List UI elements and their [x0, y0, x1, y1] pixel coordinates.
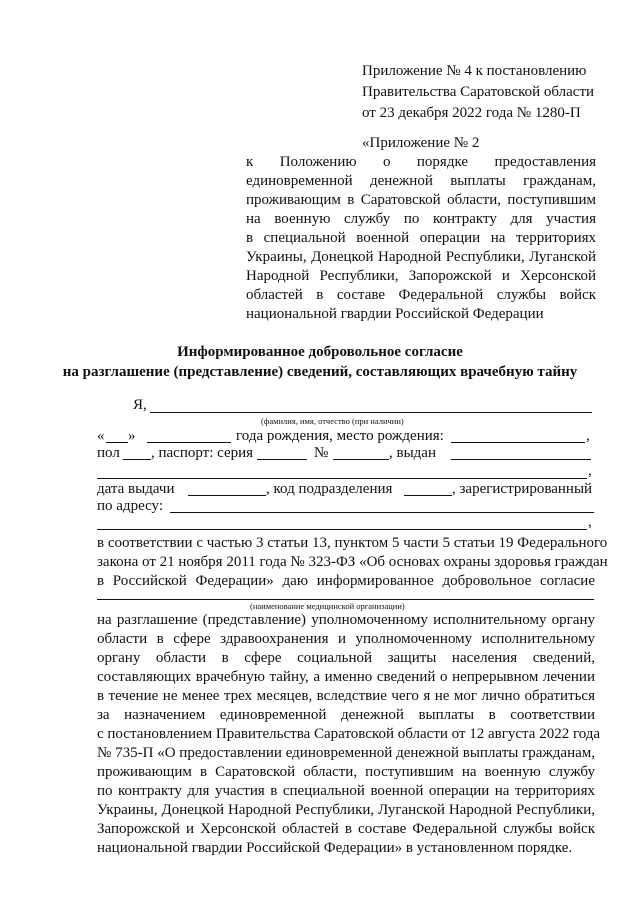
appendix-line-8: областей в составе Федеральной службы войск — [246, 287, 596, 303]
ya-label: Я, — [133, 397, 147, 413]
passport-number-label: № — [314, 445, 329, 461]
para1-line-1: в соответствии с частью 3 статьи 13, пунктом 5 части 5 статьи 19 Федерального — [97, 535, 608, 551]
division-code-label: , код подразделения — [266, 481, 393, 497]
consent-title: Информированное добровольное согласие — [177, 344, 463, 360]
para2-last-line: национальной гвардии Российской Федерации» в установленном порядке. — [97, 840, 573, 856]
comma-2: , — [588, 463, 592, 479]
appendix-title: «Приложение № 2 — [362, 135, 480, 151]
para2-line-1: на разглашение (представление) уполномоченному исполнительному органу — [97, 612, 595, 628]
birth-place-field[interactable] — [451, 442, 585, 443]
address-field-continued[interactable] — [97, 529, 587, 530]
quote-close: » — [128, 428, 136, 444]
para2-line-8: № 735-П «О предоставлении единовременной денежной выплаты гражданам, — [97, 745, 595, 761]
issue-date-field[interactable] — [188, 495, 266, 496]
appendix-line-1: к Положению о порядке предоставления — [246, 154, 596, 170]
header-line-3: от 23 декабря 2022 года № 1280-П — [362, 105, 581, 121]
header-line-1: Приложение № 4 к постановлению — [362, 63, 587, 79]
sex-label: пол — [97, 445, 120, 461]
para2-line-4: составляющих врачебную тайну, а именно сведений о непрерывном лечении — [97, 669, 595, 685]
header-line-2: Правительства Саратовской области — [362, 84, 595, 100]
para1-line-2: закона от 21 ноября 2011 года № 323-ФЗ «Об основах охраны здоровья граждан — [97, 554, 608, 570]
fio-caption: (фамилия, имя, отчество (при наличии) — [261, 416, 404, 426]
issued-by-field-continued[interactable] — [97, 478, 587, 479]
comma-3: , — [588, 514, 592, 530]
quote-open: « — [97, 428, 105, 444]
appendix-line-5: в специальной военной операции на территориях — [246, 230, 596, 246]
address-field[interactable] — [170, 512, 594, 513]
para2-line-10: по контракту для участия в специальной военной операции на территориях — [97, 783, 595, 799]
medical-org-caption: (наименование медицинской организации) — [250, 601, 405, 611]
division-code-field[interactable] — [404, 495, 452, 496]
birth-date-field[interactable] — [147, 442, 231, 443]
para1-line-3: в Российской Федерации» даю информированное добровольное согласие — [97, 573, 595, 589]
medical-org-field[interactable] — [97, 599, 594, 600]
comma-1: , — [586, 428, 590, 444]
consent-subtitle: на разглашение (представление) сведений, составляющих врачебную тайну — [62, 364, 578, 380]
sex-field[interactable] — [123, 459, 151, 460]
para2-line-7: с постановлением Правительства Саратовской области от 12 августа 2022 года — [97, 726, 601, 742]
para2-line-12: Запорожской и Херсонской областей в составе Федеральной службы войск — [97, 821, 595, 837]
issued-by-label: , выдан — [389, 445, 436, 461]
issue-date-label: дата выдачи — [97, 481, 175, 497]
appendix-line-6: Украины, Донецкой Народной Республики, Луганской — [246, 249, 596, 265]
para2-line-11: Украины, Донецкой Народной Республики, Луганской Народной Республики, — [97, 802, 595, 818]
appendix-line-2: единовременной денежной выплаты гражданам, — [246, 173, 596, 189]
para2-line-9: проживающим в Саратовской области, поступившим на военную службу — [97, 764, 595, 780]
para2-line-2: области в сфере здравоохранения и уполномоченному исполнительному — [97, 631, 595, 647]
para2-line-6: за назначением единовременной денежной выплаты в соответствии — [97, 707, 595, 723]
registered-label: , зарегистрированный — [452, 481, 593, 497]
fio-field[interactable] — [150, 412, 592, 413]
birth-day-field[interactable] — [106, 442, 128, 443]
passport-series-label: , паспорт: серия — [151, 445, 254, 461]
para2-line-5: в течение не менее трех месяцев, вследствие чего я не мог лично обратиться — [97, 688, 595, 704]
address-label: по адресу: — [97, 498, 164, 514]
appendix-line-7: Народной Республики, Запорожской и Херсонской — [246, 268, 596, 284]
passport-series-field[interactable] — [257, 459, 307, 460]
issued-by-field[interactable] — [451, 459, 591, 460]
birth-place-label: года рождения, место рождения: — [236, 428, 444, 444]
appendix-line-4: на военную службу по контракту для участия — [246, 211, 596, 227]
appendix-line-3: проживающим в Саратовской области, поступившим — [246, 192, 596, 208]
para2-line-3: органу области в сфере социальной защиты населения сведений, — [97, 650, 595, 666]
passport-number-field[interactable] — [333, 459, 389, 460]
appendix-line-9: национальной гвардии Российской Федерации — [246, 306, 544, 322]
